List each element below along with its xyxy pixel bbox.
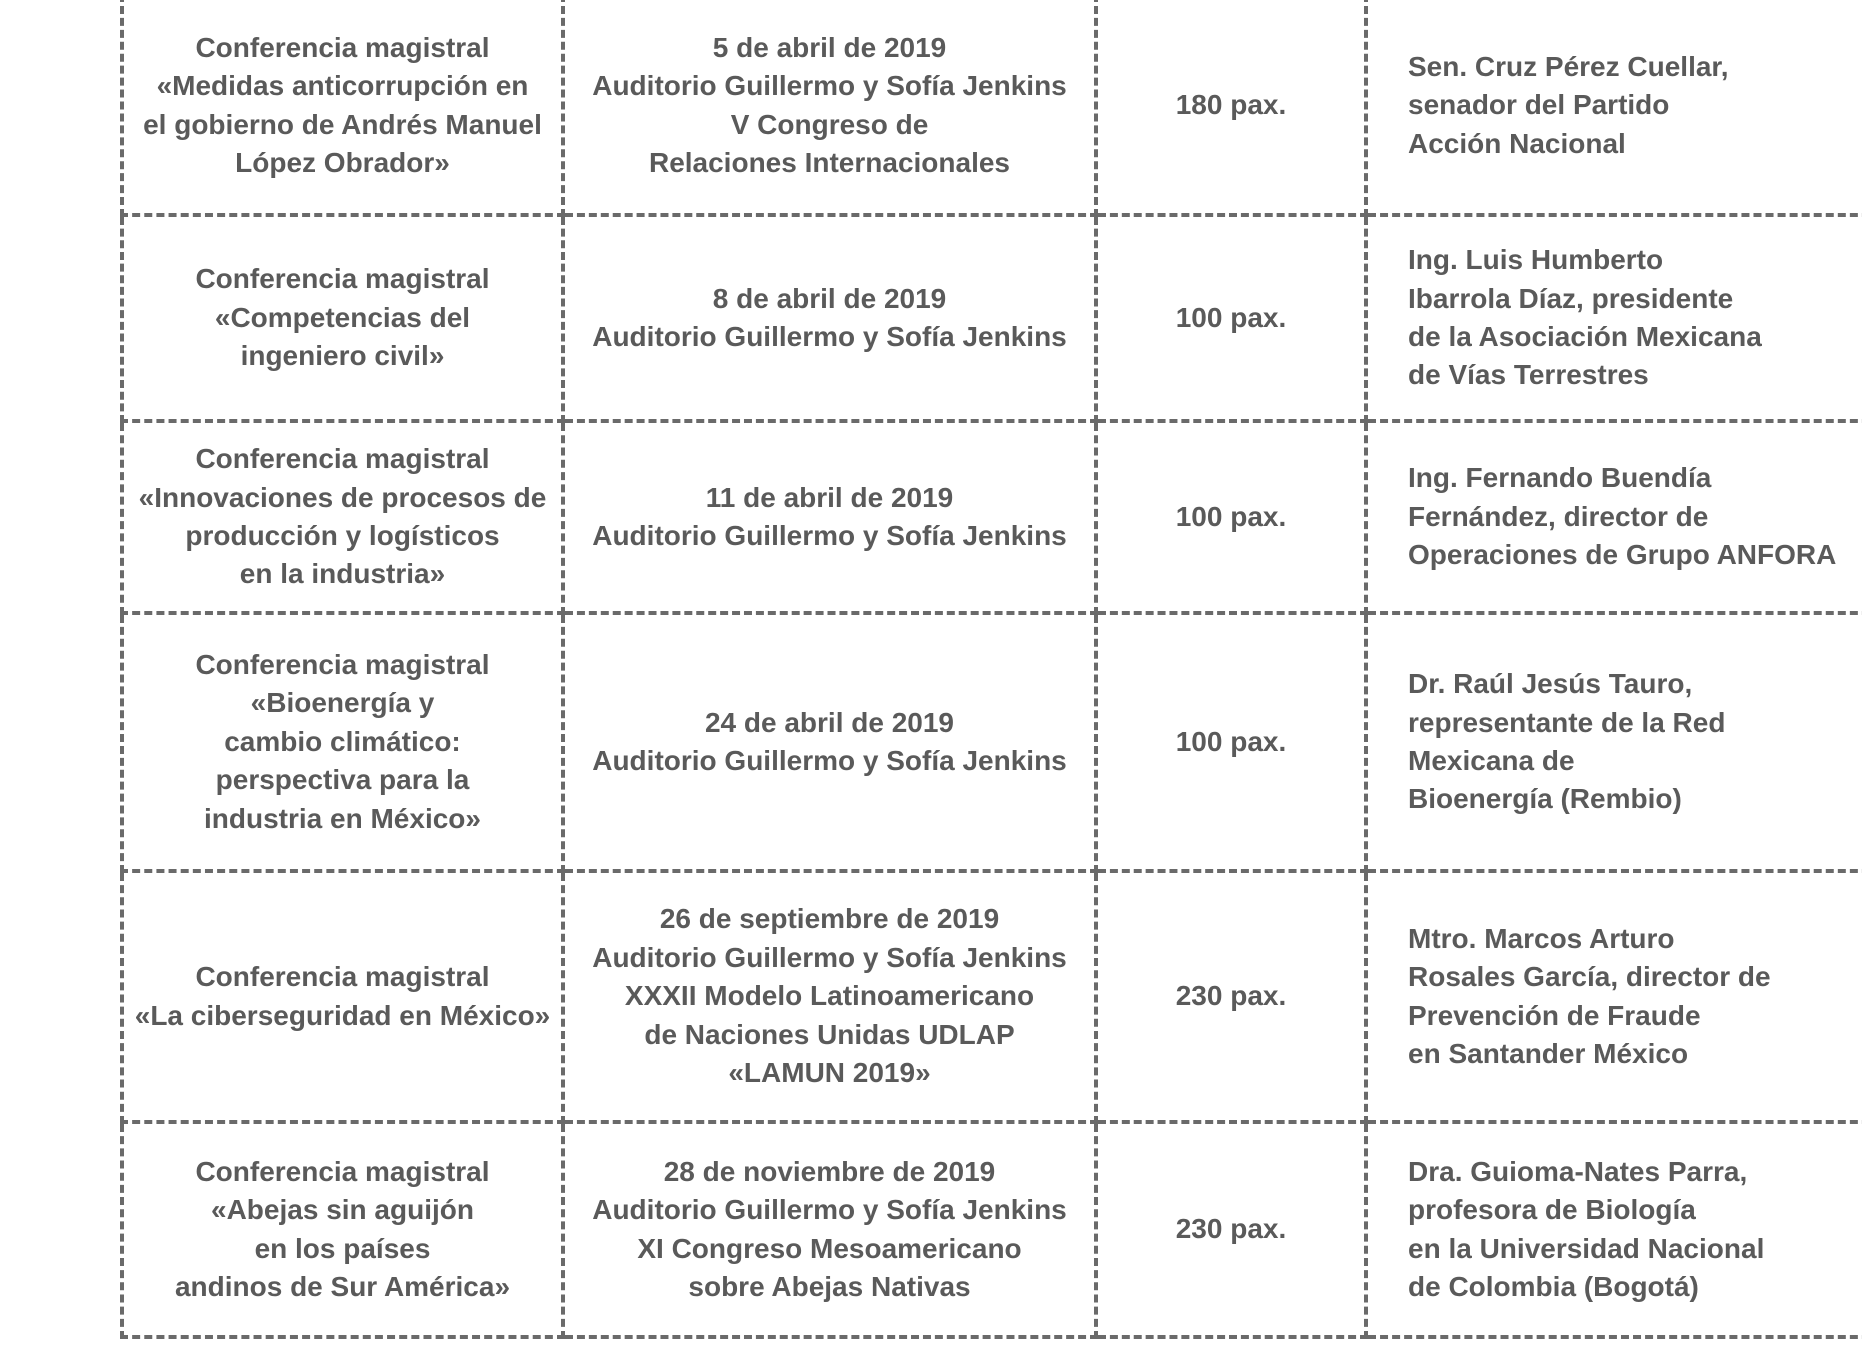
speaker-line: Mexicana de	[1408, 745, 1575, 776]
date-venue-line: XI Congreso Mesoamericano	[637, 1232, 1022, 1264]
event-title-cell	[122, 871, 563, 1122]
date-venue-line: sobre Abejas Nativas	[688, 1270, 971, 1302]
attendance-cell	[1096, 421, 1366, 613]
attendance-cell	[1096, 871, 1366, 1122]
speaker-line: senador del Partido	[1408, 89, 1670, 121]
speaker-cell	[1366, 421, 1862, 613]
date-venue-line: Relaciones Internacionales	[648, 146, 1011, 178]
table-row	[122, 421, 1862, 613]
date-venue-line: Auditorio Guillermo y Sofía Jenkins	[592, 941, 1067, 973]
event-title-line: «Medidas anticorrupción en	[156, 70, 529, 102]
table-row	[122, 1122, 1862, 1337]
date-venue-line: 28 de noviembre de 2019	[663, 1155, 996, 1187]
speaker-line: Ing. Luis Humberto	[1408, 244, 1664, 276]
date-venue-cell	[563, 1122, 1096, 1337]
speaker-line: de la Asociación Mexicana	[1408, 321, 1762, 352]
event-title-line: el gobierno de Andrés Manuel	[143, 108, 542, 140]
date-venue-line: 8 de abril de 2019	[712, 282, 947, 314]
event-title-cell	[122, 215, 563, 421]
attendance-cell	[1096, 215, 1366, 421]
event-title-line: «La ciberseguridad en México»	[134, 999, 551, 1031]
attendance-cell	[1096, 613, 1366, 871]
speaker-line: Sen. Cruz Pérez Cuellar,	[1408, 50, 1729, 82]
speaker-cell	[1366, 215, 1862, 421]
event-title-cell	[122, 0, 563, 215]
speaker-line: Acción Nacional	[1408, 127, 1626, 159]
date-venue-line: Auditorio Guillermo y Sofía Jenkins	[592, 745, 1067, 776]
date-venue-line: «LAMUN 2019»	[728, 1057, 931, 1089]
attendance-value: 230 pax.	[1175, 1213, 1287, 1245]
attendance-cell	[1096, 0, 1366, 215]
date-venue-cell	[563, 613, 1096, 871]
event-title-line: industria en México»	[204, 802, 481, 834]
speaker-line: Ing. Fernando Buendía	[1408, 462, 1712, 494]
attendance-value: 100 pax.	[1175, 725, 1287, 757]
event-title-line: andinos de Sur América»	[174, 1270, 511, 1302]
table-row	[122, 0, 1862, 215]
event-title-line: Conferencia magistral	[195, 648, 490, 680]
event-title-line: «Abejas sin aguijón	[211, 1194, 474, 1226]
speaker-line: representante de la Red	[1408, 706, 1726, 738]
date-venue-line: 11 de abril de 2019	[705, 481, 954, 513]
date-venue-line: XXXII Modelo Latinoamericano	[624, 980, 1035, 1012]
date-venue-cell	[563, 0, 1096, 215]
date-venue-cell	[563, 871, 1096, 1122]
event-title-line: Conferencia magistral	[195, 443, 490, 475]
speaker-cell	[1366, 1122, 1862, 1337]
table-row	[122, 613, 1862, 871]
event-title-line: «Bioenergía y	[250, 687, 435, 719]
attendance-value: 180 pax.	[1175, 89, 1287, 121]
speaker-line: Rosales García, director de	[1408, 961, 1771, 993]
date-venue-cell	[563, 421, 1096, 613]
date-venue-line: V Congreso de	[730, 108, 929, 140]
date-venue-line: Auditorio Guillermo y Sofía Jenkins	[592, 1194, 1067, 1226]
event-title-line: López Obrador»	[235, 146, 450, 178]
date-venue-line: Auditorio Guillermo y Sofía Jenkins	[592, 70, 1067, 102]
attendance-value: 230 pax.	[1175, 980, 1287, 1012]
event-title-line: Conferencia magistral	[195, 1155, 490, 1187]
events-table-body	[122, 0, 1862, 1337]
event-title-line: cambio climático:	[224, 725, 461, 757]
attendance-value: 100 pax.	[1175, 500, 1287, 532]
speaker-line: Ibarrola Díaz, presidente	[1408, 282, 1734, 314]
date-venue-line: 26 de septiembre de 2019	[659, 903, 1000, 935]
speaker-line: Bioenergía (Rembio)	[1408, 783, 1682, 815]
speaker-line: Mtro. Marcos Arturo	[1408, 922, 1675, 954]
speaker-line: en la Universidad Nacional	[1408, 1232, 1765, 1264]
event-title-line: perspectiva para la	[215, 764, 470, 796]
event-title-cell	[122, 421, 563, 613]
speaker-line: de Vías Terrestres	[1408, 359, 1649, 391]
event-title-line: en la industria»	[239, 558, 446, 590]
speaker-cell	[1366, 613, 1862, 871]
table-row	[122, 215, 1862, 421]
speaker-line: Prevención de Fraude	[1408, 999, 1701, 1031]
table-row	[122, 871, 1862, 1122]
attendance-value: 100 pax.	[1175, 301, 1287, 333]
event-title-line: ingeniero civil»	[240, 340, 445, 372]
date-venue-line: Auditorio Guillermo y Sofía Jenkins	[592, 321, 1067, 352]
event-title-line: Conferencia magistral	[195, 263, 490, 295]
events-table	[120, 0, 1862, 1339]
speaker-line: Operaciones de Grupo ANFORA	[1408, 539, 1837, 571]
speaker-cell	[1366, 871, 1862, 1122]
speaker-line: Fernández, director de	[1408, 500, 1709, 532]
date-venue-cell	[563, 215, 1096, 421]
event-title-line: Conferencia magistral	[195, 961, 490, 993]
speaker-line: de Colombia (Bogotá)	[1408, 1270, 1699, 1302]
date-venue-line: Auditorio Guillermo y Sofía Jenkins	[592, 520, 1067, 551]
speaker-line: profesora de Biología	[1408, 1194, 1696, 1226]
event-title-cell	[122, 1122, 563, 1337]
event-title-line: producción y logísticos	[185, 520, 500, 551]
speaker-cell	[1366, 0, 1862, 215]
attendance-cell	[1096, 1122, 1366, 1337]
event-title-cell	[122, 613, 563, 871]
date-venue-line: de Naciones Unidas UDLAP	[644, 1018, 1015, 1050]
speaker-line: Dra. Guioma-Nates Parra,	[1408, 1155, 1748, 1187]
event-title-line: en los países	[254, 1232, 431, 1264]
speaker-line: en Santander México	[1408, 1037, 1689, 1069]
event-title-line: Conferencia magistral	[195, 31, 490, 63]
date-venue-line: 24 de abril de 2019	[704, 706, 955, 738]
event-title-line: «Competencias del	[214, 301, 471, 333]
date-venue-line: 5 de abril de 2019	[712, 31, 947, 63]
speaker-line: Dr. Raúl Jesús Tauro,	[1408, 668, 1693, 700]
event-title-line: «Innovaciones de procesos de	[138, 481, 547, 513]
